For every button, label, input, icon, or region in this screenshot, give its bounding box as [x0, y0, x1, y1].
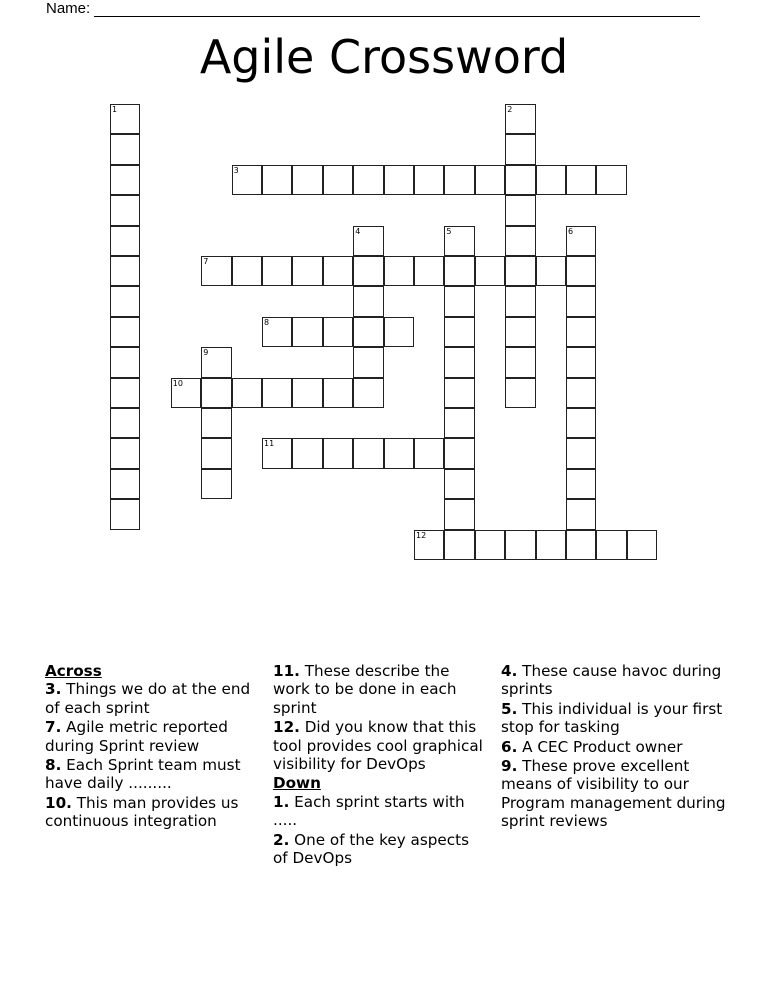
- grid-cell[interactable]: [110, 347, 140, 377]
- clue-number: 1: [112, 105, 118, 114]
- clue-number: 5: [446, 226, 452, 236]
- grid-cell[interactable]: [444, 317, 474, 347]
- grid-cell[interactable]: [444, 438, 474, 468]
- grid-cell[interactable]: [444, 347, 474, 377]
- grid-cell[interactable]: [110, 256, 140, 286]
- grid-cell[interactable]: [414, 530, 444, 560]
- grid-cell[interactable]: [505, 195, 535, 225]
- grid-cell[interactable]: [110, 408, 140, 438]
- clue-number: 9: [203, 348, 209, 358]
- clue-across-12: 12. Did you know that this tool provides cool graphical visibility for DevOps: [273, 718, 483, 774]
- grid-cell[interactable]: [292, 256, 322, 286]
- grid-cell[interactable]: [444, 530, 474, 560]
- grid-cell[interactable]: [110, 134, 140, 164]
- clue-number: 3: [233, 165, 239, 175]
- grid-cell[interactable]: [536, 165, 566, 195]
- grid-cell[interactable]: [201, 256, 231, 286]
- grid-cell[interactable]: [414, 256, 444, 286]
- grid-cell[interactable]: [384, 256, 414, 286]
- grid-cell[interactable]: [414, 438, 444, 468]
- grid-cell[interactable]: [384, 165, 414, 195]
- grid-cell[interactable]: [444, 256, 474, 286]
- clue-number: 11: [264, 439, 275, 449]
- grid-cell[interactable]: [353, 347, 383, 377]
- grid-cell[interactable]: [444, 378, 474, 408]
- grid-cell[interactable]: [505, 165, 535, 195]
- down-heading: Down: [273, 774, 321, 793]
- grid-cell[interactable]: [384, 438, 414, 468]
- clue-number: 8: [264, 317, 270, 327]
- grid-cell[interactable]: [353, 165, 383, 195]
- clue-down-1: 1. Each sprint starts with .....: [273, 792, 465, 830]
- grid-cell[interactable]: [110, 195, 140, 225]
- grid-cell[interactable]: [232, 256, 262, 286]
- grid-cell[interactable]: [505, 530, 535, 560]
- grid-cell[interactable]: [566, 165, 596, 195]
- grid-cell[interactable]: [353, 286, 383, 316]
- grid-cell[interactable]: [596, 165, 626, 195]
- name-field: [46, 0, 700, 17]
- grid-cell[interactable]: [444, 286, 474, 316]
- grid-cell[interactable]: [353, 256, 383, 286]
- grid-cell[interactable]: [536, 256, 566, 286]
- grid-cell[interactable]: [262, 438, 292, 468]
- grid-cell[interactable]: [262, 256, 292, 286]
- grid-cell[interactable]: [566, 438, 596, 468]
- grid-cell[interactable]: [414, 165, 444, 195]
- grid-cell[interactable]: [566, 256, 596, 286]
- grid-cell[interactable]: [323, 256, 353, 286]
- grid-cell[interactable]: [505, 104, 535, 134]
- grid-cell[interactable]: [505, 347, 535, 377]
- grid-cell[interactable]: [384, 317, 414, 347]
- name-blank-line[interactable]: [94, 2, 700, 17]
- grid-cell[interactable]: [353, 438, 383, 468]
- grid-cell[interactable]: [536, 530, 566, 560]
- clue-number: 2: [507, 105, 513, 114]
- grid-cell[interactable]: [110, 104, 140, 134]
- clue-down-9: 9. These prove excellent means of visibility to our Program management during sprint reviews: [501, 757, 726, 831]
- clue-number: 7: [203, 257, 209, 266]
- grid-cell[interactable]: [475, 165, 505, 195]
- grid-cell[interactable]: [596, 530, 626, 560]
- grid-cell[interactable]: [505, 378, 535, 408]
- clue-down-4: 4. These cause havoc during sprints: [501, 662, 722, 699]
- grid-cell[interactable]: [444, 499, 474, 529]
- clue-across-11: 11. These describe the work to be done in each sprint: [273, 662, 457, 717]
- clue-across-8: 8. Each Sprint team must have daily .........: [45, 756, 241, 793]
- grid-cell[interactable]: [505, 317, 535, 347]
- grid-cell[interactable]: [566, 286, 596, 316]
- grid-cell[interactable]: [566, 499, 596, 529]
- across-heading: Across: [45, 662, 102, 680]
- grid-cell[interactable]: [627, 530, 657, 560]
- grid-cell[interactable]: [475, 256, 505, 286]
- grid-cell[interactable]: [110, 317, 140, 347]
- grid-cell[interactable]: [323, 317, 353, 347]
- grid-cell[interactable]: [505, 256, 535, 286]
- grid-cell[interactable]: [566, 408, 596, 438]
- grid-cell[interactable]: [232, 165, 262, 195]
- grid-cell[interactable]: [566, 469, 596, 499]
- clue-number: 4: [355, 226, 361, 236]
- grid-cell[interactable]: [323, 438, 353, 468]
- clue-number: 10: [172, 378, 183, 388]
- grid-cell[interactable]: [262, 165, 292, 195]
- clue-across-3: 3. Things we do at the end of each sprint: [45, 680, 251, 717]
- grid-cell[interactable]: [566, 226, 596, 256]
- grid-cell[interactable]: [110, 226, 140, 256]
- grid-cell[interactable]: [110, 499, 140, 529]
- grid-cell[interactable]: [566, 530, 596, 560]
- grid-cell[interactable]: [201, 408, 231, 438]
- grid-cell[interactable]: [353, 378, 383, 408]
- grid-cell[interactable]: [566, 347, 596, 377]
- grid-cell[interactable]: [201, 469, 231, 499]
- grid-cell[interactable]: [505, 226, 535, 256]
- grid-cell[interactable]: [110, 378, 140, 408]
- grid-cell[interactable]: [444, 226, 474, 256]
- clues-column-2: [273, 662, 488, 868]
- grid-cell[interactable]: [262, 317, 292, 347]
- grid-cell[interactable]: [171, 378, 201, 408]
- grid-cell[interactable]: [323, 378, 353, 408]
- grid-cell[interactable]: [505, 134, 535, 164]
- clue-across-7: 7. Agile metric reported during Sprint review: [45, 718, 228, 755]
- clue-down-5: 5. This individual is your first stop for tasking: [501, 699, 723, 737]
- clue-across-10: 10. This man provides us continuous integration: [45, 793, 239, 831]
- grid-cell[interactable]: [475, 530, 505, 560]
- grid-cell[interactable]: [353, 317, 383, 347]
- grid-cell[interactable]: [444, 469, 474, 499]
- grid-cell[interactable]: [232, 378, 262, 408]
- grid-cell[interactable]: [292, 317, 322, 347]
- clues-column-1: [45, 662, 265, 832]
- page-title: Agile Crossword: [199, 30, 569, 84]
- grid-cell[interactable]: [292, 438, 322, 468]
- grid-cell[interactable]: [110, 286, 140, 316]
- grid-cell[interactable]: [110, 469, 140, 499]
- grid-cell[interactable]: [292, 165, 322, 195]
- grid-cell[interactable]: [444, 165, 474, 195]
- grid-cell[interactable]: [444, 408, 474, 438]
- grid-cell[interactable]: [110, 438, 140, 468]
- grid-cell[interactable]: [262, 378, 292, 408]
- grid-cell[interactable]: [201, 347, 231, 377]
- clues-column-3: [501, 662, 736, 832]
- clue-number: 12: [416, 530, 427, 540]
- clue-down-2: 2. One of the key aspects of DevOps: [273, 830, 469, 868]
- name-label: Name:: [46, 0, 91, 17]
- grid-cell[interactable]: [323, 165, 353, 195]
- grid-cell[interactable]: [201, 378, 231, 408]
- grid-cell[interactable]: [353, 226, 383, 256]
- clue-number: 6: [568, 226, 574, 236]
- grid-cell[interactable]: [110, 165, 140, 195]
- grid-cell[interactable]: [566, 378, 596, 408]
- grid-cell[interactable]: [505, 286, 535, 316]
- clue-down-6: 6. A CEC Product owner: [501, 737, 683, 756]
- grid-cell[interactable]: [201, 438, 231, 468]
- grid-cell[interactable]: [292, 378, 322, 408]
- grid-cell[interactable]: [566, 317, 596, 347]
